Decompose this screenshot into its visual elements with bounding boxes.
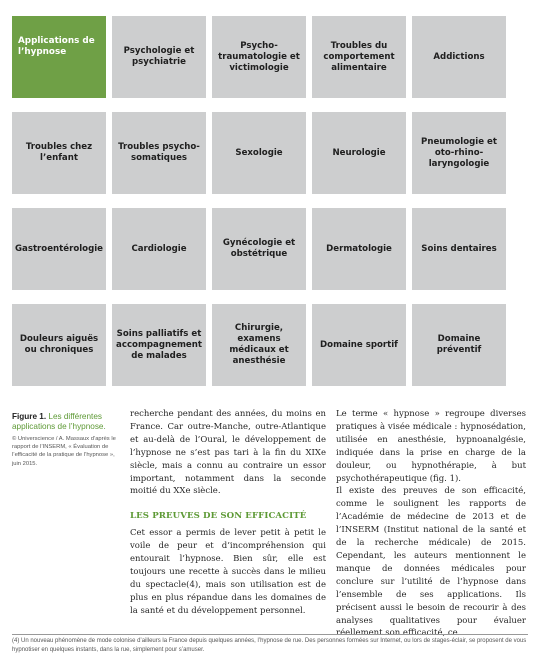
tile-addictions: Addictions (412, 16, 506, 98)
tile-domaine-preventif: Domaine préventif (412, 304, 506, 386)
grid-header-tile: Applications de l’hypnose (12, 16, 106, 98)
tile-soins-palliatifs: Soins palliatifs et accompagnement de malades (112, 304, 206, 386)
tile-douleurs: Douleurs aiguës ou chroniques (12, 304, 106, 386)
figure-credit: © Universcience / A. Massaux d’après le rapport de l’INSERM, « Évaluation de l’efficacité de la pratique de l’hypnose », juin 2015. (12, 435, 116, 467)
figure-label: Figure 1. (12, 412, 47, 421)
tile-gastroenterologie: Gastroentérologie (12, 208, 106, 290)
tile-psychosomatiques: Troubles psycho-somatiques (112, 112, 206, 194)
tile-pneumologie: Pneumologie et oto-rhino-laryngologie (412, 112, 506, 194)
tile-chirurgie: Chirurgie, examens médicaux et anesthésie (212, 304, 306, 386)
footnote: (4) Un nouveau phénomène de mode colonise d’ailleurs la France depuis quelques années, l’hypnose de rue. Des personnes formées sur Internet, ou lors de stages-éclair, se proposent de vous hypnotiser en quelques instants, dans la rue, simplement pour s’amuser. (12, 638, 527, 653)
section-heading: LES PREUVES DE SON EFFICACITÉ (130, 511, 307, 522)
tile-domaine-sportif: Domaine sportif (312, 304, 406, 386)
tile-dermatologie: Dermatologie (312, 208, 406, 290)
footnote-divider (12, 634, 528, 635)
figure-title-text: Les différentes applications de l’hypnose. (12, 412, 106, 431)
tile-psycho-traumatologie: Psycho-traumatologie et victimologie (212, 16, 306, 98)
tile-neurologie: Neurologie (312, 112, 406, 194)
applications-grid (12, 16, 528, 386)
figure-title (12, 412, 124, 432)
article-paragraph: Le terme « hypnose » regroupe diverses pratiques à visée médicale : hypnosédation, utilisée en anesthésie, hypnoanalgésie, indiquée dans la prise en charge de la douleur, ou hypnothérapie, à but psychothérapeutique (fig. 1). (336, 409, 526, 484)
tile-sexologie: Sexologie (212, 112, 306, 194)
article-paragraph: Cet essor a permis de lever petit à petit le voile de peur et d’incompréhension qui entourait l’hypnose. Bien sûr, elle est toujours une recette à succès dans le milieu du spectacle(4), mais son utilisation est de plus en plus répandue dans les domaines de la santé et du développement personnel. (130, 528, 326, 616)
article-column-2 (336, 408, 526, 640)
article-paragraph: recherche pendant des années, du moins en France. Car outre-Manche, outre-Atlantique et au-delà de l’Oural, le développement de l’hypnose ne s’est pas tari à la fin du XIXe siècle, mais a connu au contraire un essor important, notamment dans la seconde moitié du XXe siècle. (130, 409, 326, 497)
tile-gynecologie: Gynécologie et obstétrique (212, 208, 306, 290)
article-column-1 (130, 408, 326, 618)
tile-cardiologie: Cardiologie (112, 208, 206, 290)
tile-soins-dentaires: Soins dentaires (412, 208, 506, 290)
tile-troubles-enfant: Troubles chez l’enfant (12, 112, 106, 194)
article-paragraph: Il existe des preuves de son efficacité, comme le soulignent les rapports de l’Académie de médecine de 2013 et de l’INSERM (Institut national de la santé et de la recherche médicale) de 2015. Cependant, les auteurs mentionnent le manque de données médicales pour conclure sur l’utilité de l’hypnose dans l’ensemble de ses applications. Ils précisent aussi le besoin de recourir à des analyses qualitatives pour évaluer réellement son efficacité, ce (336, 486, 526, 639)
tile-troubles-alimentaires: Troubles du comportement alimentaire (312, 16, 406, 98)
tile-psychologie: Psychologie et psychiatrie (112, 16, 206, 98)
figure-caption (12, 412, 124, 468)
